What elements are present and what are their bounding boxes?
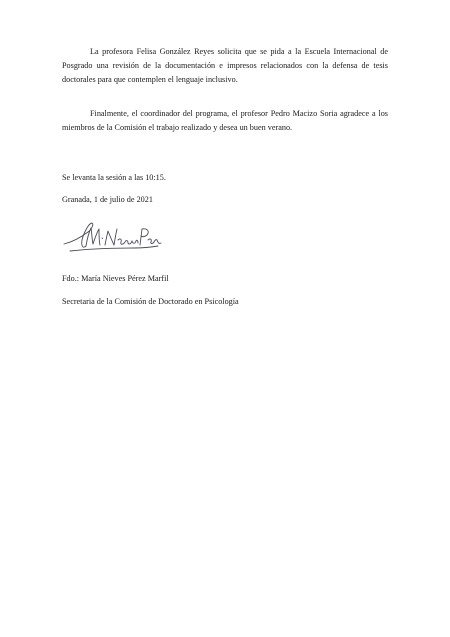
handwritten-signature [62, 218, 162, 258]
session-closing-line: Se levanta la sesión a las 10:15. [62, 173, 166, 182]
paragraph-inclusive-language: La profesora Felisa González Reyes solicita que se pida a la Escuela Internacional de Posgrado una revisión de la documentación e impresos relacionados con la defensa de tesis doctorales para que contemplen el lenguaje inclusivo. [62, 47, 388, 84]
signer-name: Fdo.: María Nieves Pérez Marfil [62, 274, 169, 283]
paragraph-acknowledgement: Finalmente, el coordinador del programa, el profesor Pedro Macizo Soria agradece a los miembros de la Comisión el trabajo realizado y desea un buen verano. [62, 109, 388, 132]
place-and-date: Granada, 1 de julio de 2021 [62, 195, 153, 204]
signer-role: Secretaria de la Comisión de Doctorado en Psicología [62, 297, 239, 306]
